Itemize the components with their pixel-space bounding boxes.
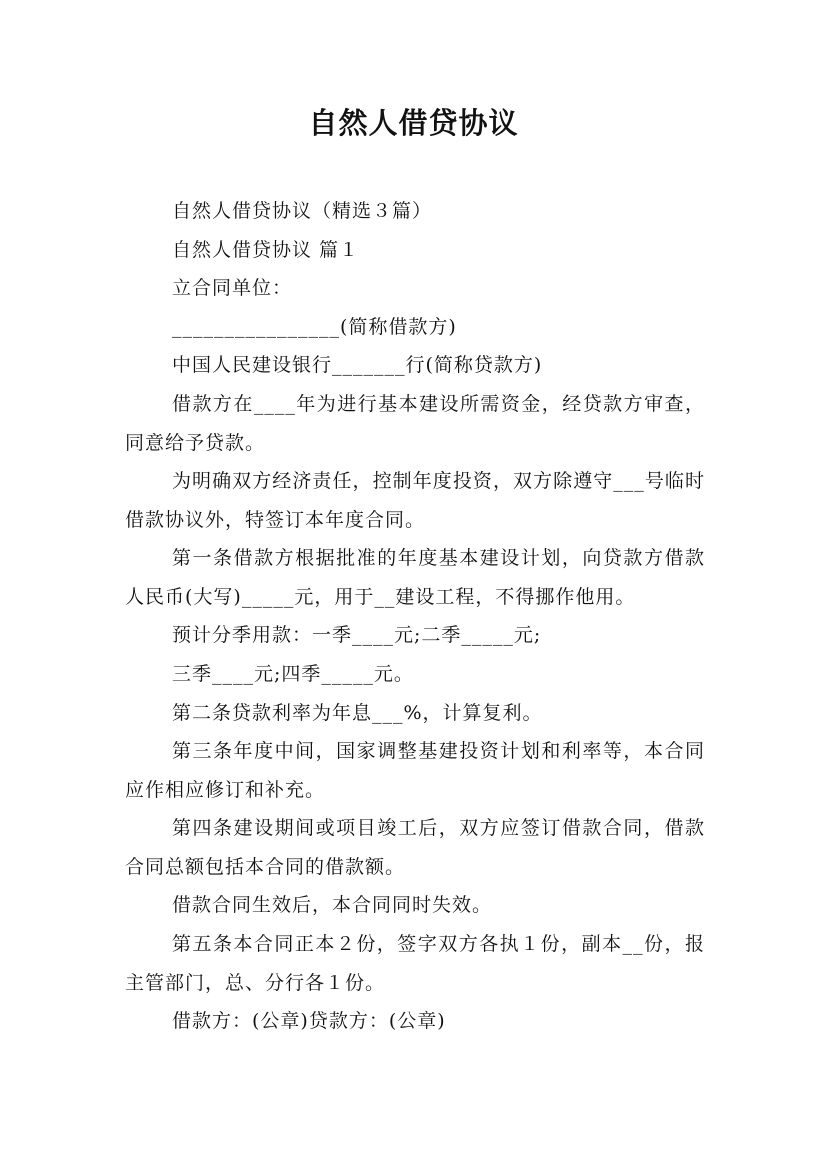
- paragraph-borrower-line: ________________(简称借款方): [172, 316, 457, 338]
- paragraph-quarterly-usage-1: 预计分季用款：一季____元;二季_____元;: [172, 624, 542, 646]
- paragraph-article-4: 第四条建设期间或项目竣工后，双方应签订借款合同，借款合同总额包括本合同的借款额。: [125, 817, 705, 878]
- paragraph-loan-approval: 借款方在____年为进行基本建设所需资金，经贷款方审查，同意给予贷款。: [125, 393, 705, 454]
- paragraph-lender-line: 中国人民建设银行_______行(简称贷款方): [172, 354, 543, 376]
- paragraph-collection-heading: 自然人借贷协议（精选３篇）: [172, 200, 433, 222]
- paragraph-contract-parties: 立合同单位：: [172, 277, 293, 299]
- paragraph-article-1: 第一条借款方根据批准的年度基本建设计划，向贷款方借款人民币(大写)_____元，用于__建设工程，不得挪作他用。: [125, 547, 705, 608]
- paragraph-signatures: 借款方：(公章)贷款方：(公章): [172, 1010, 446, 1032]
- paragraph-effectiveness: 借款合同生效后，本合同同时失效。: [172, 894, 493, 916]
- paragraph-article-5: 第五条本合同正本２份，签字双方各执１份，副本__份，报主管部门，总、分行各１份。: [125, 933, 705, 994]
- paragraph-article-2: 第二条贷款利率为年息___%，计算复利。: [172, 702, 543, 724]
- paragraph-article-3: 第三条年度中间，国家调整基建投资计划和利率等，本合同应作相应修订和补充。: [125, 740, 705, 801]
- paragraph-responsibility: 为明确双方经济责任，控制年度投资，双方除遵守___号临时借款协议外，特签订本年度合同。: [125, 470, 705, 531]
- document-title: 自然人借贷协议: [308, 106, 519, 140]
- paragraph-article-heading: 自然人借贷协议 篇１: [172, 239, 360, 261]
- paragraph-quarterly-usage-2: 三季____元;四季_____元。: [172, 663, 414, 685]
